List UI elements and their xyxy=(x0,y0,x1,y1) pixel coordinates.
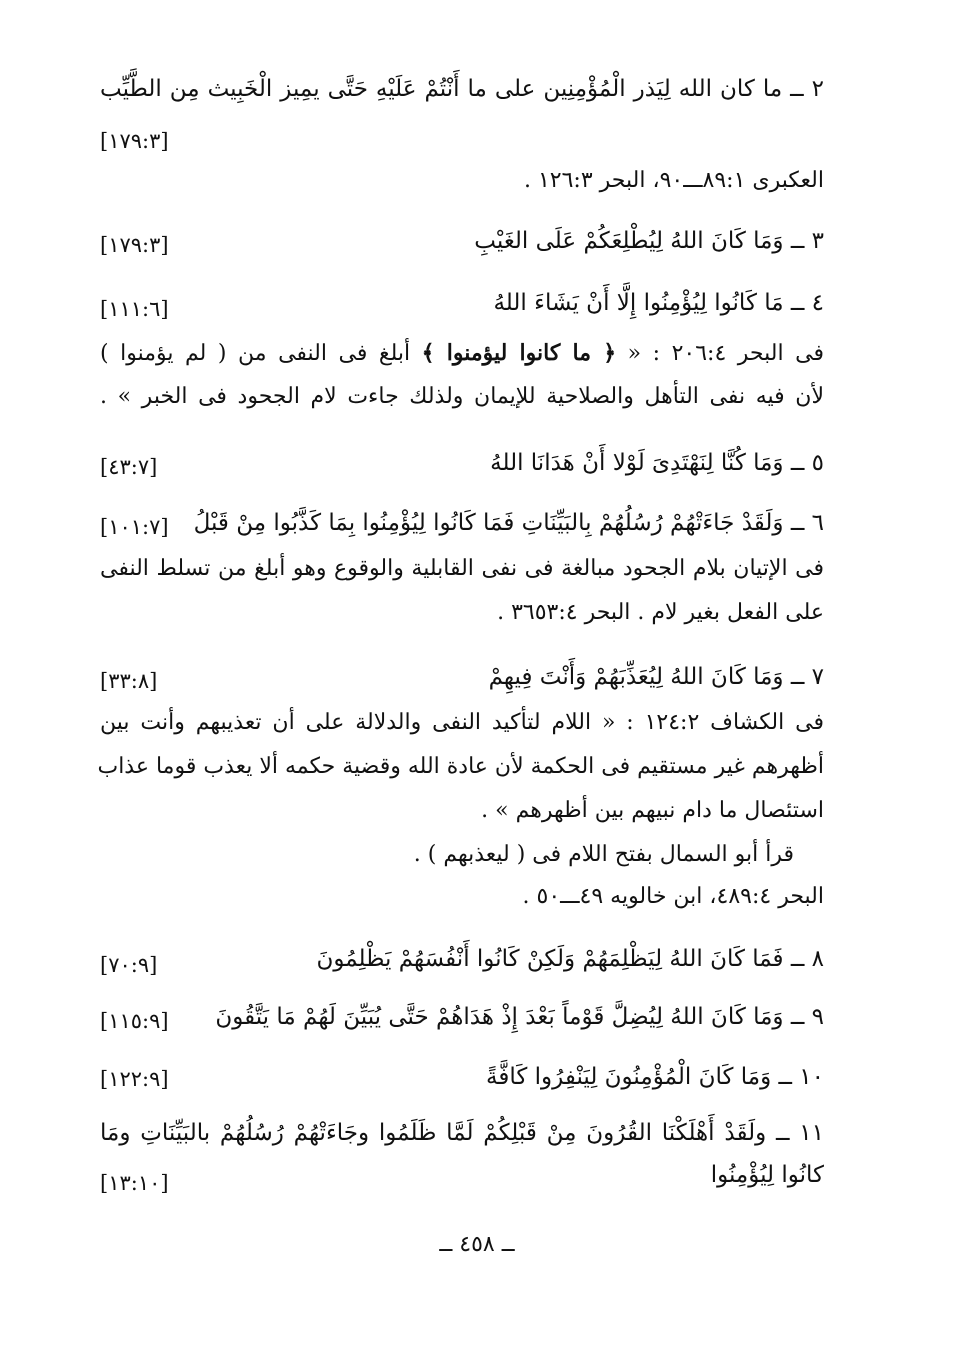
entry-9-reference: [١١٥:٩] xyxy=(100,1009,169,1033)
page-number: ــ ٤٥٨ ــ xyxy=(439,1232,515,1257)
entry-6-note-line-2: على الفعل بغير لام . البحر ٣٦٥٣:٤ . xyxy=(497,600,824,625)
entry-10-reference: [١٢٢:٩] xyxy=(100,1067,169,1091)
entry-2-verse: ٢ ــ ما كان الله لِيَذر الْمُؤْمِنِين على ما أَنْتُمْ عَلَيْهِ حَتَّى يمِيز الْخَبِيث مِن الطَّيِّب xyxy=(100,76,824,102)
entry-11-verse-line-1: ١١ ــ ولَقَدْ أَهْلَكْنَا القُرُونَ مِنْ قَبْلِكُمْ لَمَّا ظَلَمُوا وجَاءَتْهُمْ رُسُلُهُمْ بالبَيِّنَاتِ ومَا xyxy=(100,1120,824,1146)
entry-7-note-line-2: أظهرهم غير مستقيم فى الحكمة لأن عادة الله وقضية حكمه ألا يعذب قوما عذاب xyxy=(97,754,824,779)
entry-3-reference: [١٧٩:٣] xyxy=(100,233,169,257)
entry-8-reference: [٧٠:٩] xyxy=(100,953,158,977)
entry-4-reference: [١١١:٦] xyxy=(100,297,169,321)
entry-7-verse: ٧ ــ وَمَا كَانَ اللهُ لِيُعَذِّبَهُمْ وَأَنْتَ فِيهِمْ xyxy=(488,664,824,690)
entry-4-note-quote: ﴿ ما كانوا ليؤمنوا ﴾ xyxy=(421,340,617,366)
entry-2-note: العكبرى ٨٩:١ـــ٩٠، البحر ١٢٦:٣ . xyxy=(523,168,824,193)
entry-4-note-line-2: لأن فيه نفى التأهل والصلاحية للإيمان ولذلك جاءت لام الجحود فى الخبر » . xyxy=(100,384,824,409)
entry-7-note-line-5: البحر ٤٨٩:٤، ابن خالويه ٤٩ـــ٥٠ . xyxy=(522,884,824,909)
entry-6-note-line-1: فى الإتيان بلام الجحود مبالغة فى نفى القابلية والوقوع وهو أبلغ من تسلط النفى xyxy=(100,556,824,581)
entry-7-note-line-4: قرأ أبو السمال بفتح اللام فى ( ليعذبهم ) . xyxy=(413,842,794,867)
entry-6-verse: ٦ ــ وَلَقَدْ جَاءَتْهُمْ رُسُلُهُمْ بِالبَيِّنَاتِ فَمَا كَانُوا لِيُؤْمِنُوا بِمَا كَذَّبُوا مِنْ قَبْلُ xyxy=(193,510,824,536)
entry-7-reference: [٣٣:٨] xyxy=(100,669,158,693)
entry-8-verse: ٨ ــ فَمَا كَانَ اللهُ لِيَظْلِمَهُمْ وَلَكِنْ كَانُوا أَنْفُسَهُمْ يَظْلِمُونَ xyxy=(316,946,824,972)
entry-10-verse: ١٠ ــ وَمَا كَانَ الْمُؤْمِنُونَ لِيَنْفِرُوا كَافَّةً xyxy=(486,1064,824,1090)
entry-5-verse: ٥ ــ وَمَا كُنَّا لِنَهْتَدِىَ لَوْلا أَنْ هَدَانَا اللهُ xyxy=(490,450,824,476)
entry-4-verse: ٤ ــ مَا كَانُوا لِيُؤْمِنُوا إِلَّا أَنْ يَشَاءَ اللهُ xyxy=(493,290,824,316)
entry-7-note-line-3: استئصال ما دام نبيهم بين أظهرهم » . xyxy=(481,798,824,823)
entry-11-reference: [١٣:١٠] xyxy=(100,1171,169,1195)
entry-2-reference: [١٧٩:٣] xyxy=(100,129,169,153)
entry-4-note-comment: أبلغ فى النفى من ( لم يؤمنوا ) xyxy=(100,341,422,366)
entry-6-reference: [١٠١:٧] xyxy=(100,515,169,539)
entry-5-reference: [٤٣:٧] xyxy=(100,455,158,479)
entry-4-note-source: فى البحر ٢٠٦:٤ : « xyxy=(616,341,824,366)
entry-9-verse: ٩ ــ وَمَا كَانَ اللهُ لِيُضِلَّ قَوْماً بَعْدَ إِذْ هَدَاهُمْ حَتَّى يُبَيِّنَ لَهُمْ مَا يَتَّقُونَ xyxy=(215,1004,824,1030)
entry-7-note-line-1: فى الكشاف ١٢٤:٢ : « اللام لتأكيد النفى والدلالة على أن تعذيبهم وأنت بين xyxy=(100,710,824,735)
entry-3-verse: ٣ ــ وَمَا كَانَ اللهُ لِيُطْلِعَكُمْ عَلَى الغَيْبِ xyxy=(474,228,824,254)
entry-11-verse-line-2: كانُوا لِيُؤْمِنُوا xyxy=(710,1162,824,1188)
entry-4-note-line-1 xyxy=(100,336,824,371)
